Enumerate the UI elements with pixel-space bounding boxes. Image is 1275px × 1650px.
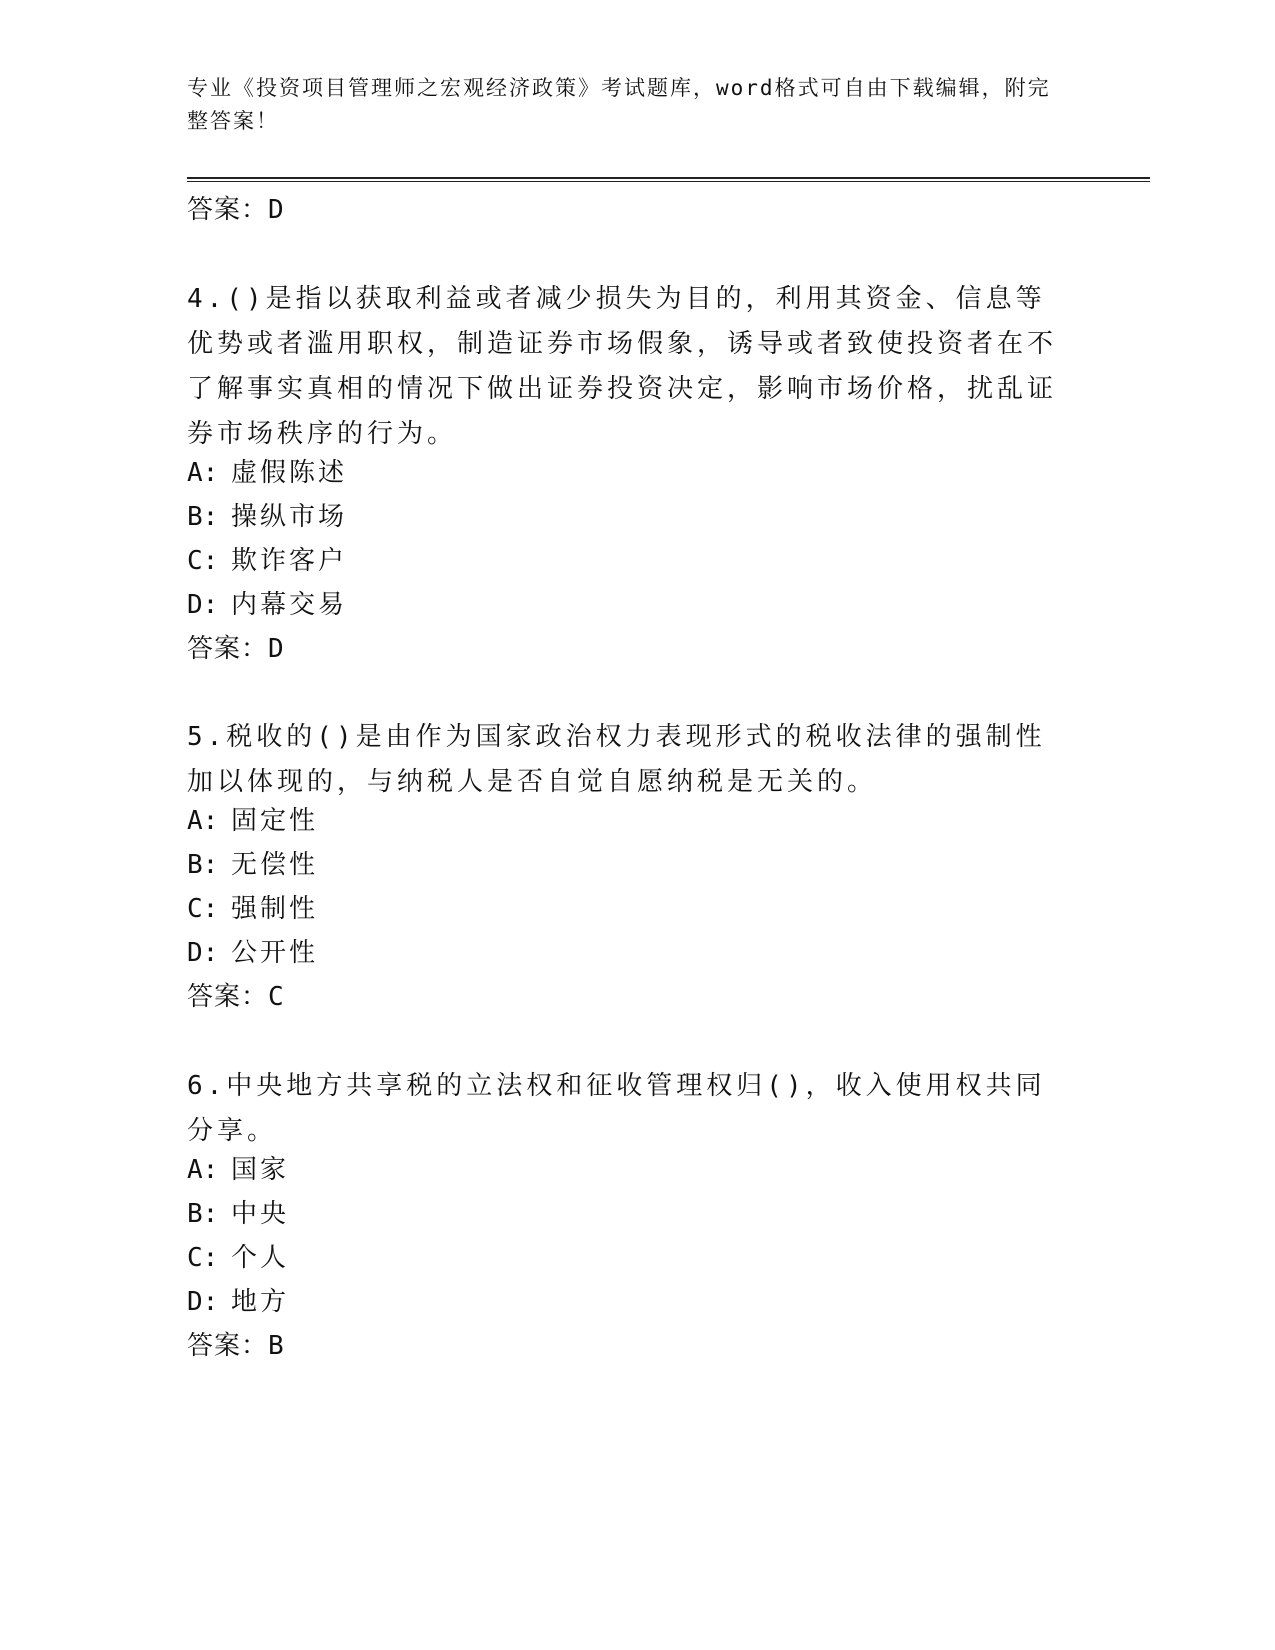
question-4-option-d: D: 内幕交易: [187, 590, 348, 620]
question-6-option-b: B: 中央: [187, 1199, 290, 1229]
question-6-option-a: A: 国家: [187, 1155, 290, 1185]
header-divider: [187, 177, 1150, 182]
document-header: 专业《投资项目管理师之宏观经济政策》考试题库，word格式可自由下载编辑，附完整答案！: [187, 76, 1051, 133]
question-4-text: 4.()是指以获取利益或者减少损失为目的，利用其资金、信息等优势或者滥用职权，制造证券市场假象，诱导或者致使投资者在不了解事实真相的情况下做出证券投资决定，影响市场价格，扰乱证券市场秩序的行为。: [187, 284, 1058, 449]
question-5-option-c: C: 强制性: [187, 894, 319, 924]
question-5-option-d: D: 公开性: [187, 938, 319, 968]
answer-question-5: 答案：C: [187, 982, 285, 1012]
question-6-option-c: C: 个人: [187, 1243, 290, 1273]
answer-question-4: 答案：D: [187, 634, 285, 664]
question-5-option-b: B: 无偿性: [187, 850, 319, 880]
question-4-option-b: B: 操纵市场: [187, 502, 348, 532]
question-4-option-a: A: 虚假陈述: [187, 458, 348, 488]
question-6-text: 6.中央地方共享税的立法权和征收管理权归()，收入使用权共同分享。: [187, 1071, 1046, 1146]
answer-question-6: 答案：B: [187, 1331, 285, 1361]
answer-previous: 答案：D: [187, 195, 285, 225]
question-5-option-a: A: 固定性: [187, 806, 319, 836]
question-4-option-c: C: 欺诈客户: [187, 546, 348, 576]
question-6-option-d: D: 地方: [187, 1287, 290, 1317]
question-5-text: 5.税收的()是由作为国家政治权力表现形式的税收法律的强制性加以体现的，与纳税人是否自觉自愿纳税是无关的。: [187, 722, 1046, 797]
